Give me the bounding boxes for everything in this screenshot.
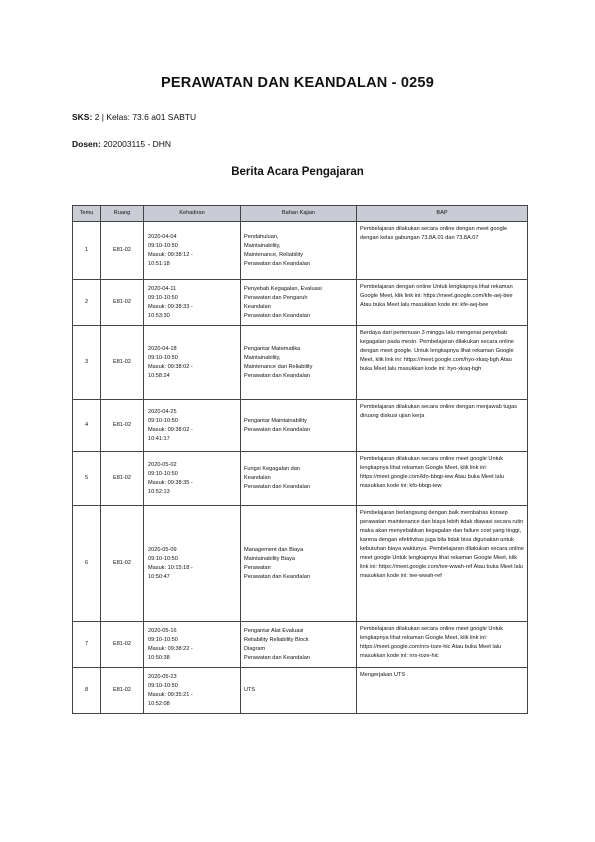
temu-cell: 2	[73, 280, 101, 326]
kehadiran-line: 2020-05-16	[148, 627, 177, 634]
table-row	[73, 668, 528, 714]
table-row	[73, 326, 528, 400]
kehadiran-line: Masuk: 09:38:33 -	[148, 303, 193, 310]
ruang-cell: E81-02	[101, 622, 144, 668]
bahan-kajian-line: Pendahuluan,	[244, 233, 279, 240]
kehadiran-line: Masuk: 09:38:02 -	[148, 426, 193, 433]
kehadiran-cell	[144, 222, 241, 280]
bahan-kajian-line: Maintenance dan Reliability	[244, 363, 313, 370]
bahan-kajian-cell	[241, 326, 357, 400]
bahan-kajian-cell	[241, 452, 357, 506]
bahan-kajian-line: Perawatan dan Keandalan	[244, 654, 310, 661]
sks-line	[72, 112, 196, 122]
bahan-kajian-line: Perawatan dan Keandalan	[244, 312, 310, 319]
kehadiran-line: Masuk: 10:15:18 -	[148, 564, 193, 571]
ruang-cell: E81-02	[101, 280, 144, 326]
kehadiran-line: Masuk: 09:38:22 -	[148, 645, 193, 652]
header-kehadiran: Kehadiran	[144, 206, 241, 222]
bap-cell: Pembelajaran dilakukan secara online meet google Untuk lengkapnya lihat rekaman Google Meet, klik link ini: https://meet.google.com/kfo-bbqp-iew Atau buka Meet lalu masukkan kode ini: kfo-bbqp-iew	[357, 452, 528, 506]
bap-cell: Pembelajaran dilakukan secara online meet google Untuk lengkapnya lihat rekaman Google Meet, klik link ini: https://meet.google.com/nrs-toze-hic Atau buka Meet lalu masukkan kode ini: nrs-toze-hic	[357, 622, 528, 668]
kehadiran-cell	[144, 400, 241, 452]
bahan-kajian-cell	[241, 506, 357, 622]
sks-value: 2 | Kelas: 73.6 a01 SABTU	[94, 112, 197, 122]
temu-cell: 5	[73, 452, 101, 506]
kehadiran-line: 10:58:24	[148, 372, 170, 379]
bahan-kajian-cell	[241, 668, 357, 714]
header-temu: Temu	[73, 206, 101, 222]
table-row	[73, 622, 528, 668]
dosen-value: 202003115 - DHN	[103, 139, 172, 149]
bahan-kajian-line: Perawatan dan Keandalan	[244, 573, 310, 580]
header-bap: BAP	[357, 206, 528, 222]
kehadiran-line: Masuk: 09:38:35 -	[148, 479, 193, 486]
bahan-kajian-line: Perawatan dan Keandalan	[244, 484, 310, 490]
bap-cell: Berdaya dari pertemuan 3 minggu lalu mengenai penyebab kegagalan pada mesin. Pembelajaran dilakukan secara online dengan meet google. Untuk lengkapnya lihat rekaman Google Meet, klik link ini: https://meet.google.com/hyo-xkaq-bgh Atau buka Meet lalu masukkan kode ini: hyo-xkaq-bgh	[357, 326, 528, 400]
kehadiran-line: 10:52:08	[148, 700, 170, 707]
bap-cell: Pembelajaran dengan online Untuk lengkapnya lihat rekaman Google Meet, klik link ini: https://meet.google.com/kfe-aej-bee Atau buka Meet lalu masukkan kode ini: kfe-aej-bee	[357, 280, 528, 326]
temu-cell: 4	[73, 400, 101, 452]
bahan-kajian-line: Keandalan	[244, 475, 271, 481]
bahan-kajian-line: Pengantar Matematika	[244, 345, 301, 352]
bap-cell: Pembelajaran dilakukan secara online dengan meet google dengan kelas gabungan 73.8A.01 dan 73.8A.07	[357, 222, 528, 280]
ruang-cell: E81-02	[101, 452, 144, 506]
kehadiran-line: 2020-04-11	[148, 285, 177, 292]
kehadiran-line: 10:50:47	[148, 573, 170, 580]
kehadiran-line: 10:51:18	[148, 260, 170, 267]
bap-cell: Mengerjakan UTS	[357, 668, 528, 714]
table-header-row	[73, 206, 528, 222]
kehadiran-line: Masuk: 09:35:21 -	[148, 691, 193, 698]
temu-cell: 7	[73, 622, 101, 668]
bahan-kajian-line: Management dan Biaya	[244, 546, 304, 553]
ruang-cell: E81-02	[101, 668, 144, 714]
kehadiran-line: 10:41:17	[148, 435, 170, 442]
kehadiran-cell	[144, 452, 241, 506]
kehadiran-line: 10:53:30	[148, 312, 170, 319]
bahan-kajian-line: Maintenance, Reliability	[244, 251, 304, 258]
bahan-kajian-line: Perawatan dan Keandalan	[244, 372, 310, 379]
kehadiran-cell	[144, 622, 241, 668]
bahan-kajian-cell	[241, 280, 357, 326]
temu-cell: 8	[73, 668, 101, 714]
kehadiran-line: 09:10-10:50	[148, 417, 178, 424]
kehadiran-cell	[144, 668, 241, 714]
kehadiran-line: 09:10-10:50	[148, 470, 178, 477]
kehadiran-line: 09:10-10:50	[148, 354, 178, 361]
ruang-cell: E81-02	[101, 222, 144, 280]
kehadiran-line: 09:10-10:50	[148, 555, 178, 562]
bahan-kajian-line: Perawatan dan Keandalan	[244, 260, 310, 267]
kehadiran-cell	[144, 506, 241, 622]
bahan-kajian-cell	[241, 400, 357, 452]
kehadiran-line: Masuk: 09:38:12 -	[148, 251, 193, 258]
bahan-kajian-line: Penyebab Kegagalan, Evaluasi	[244, 285, 322, 292]
kehadiran-line: Masuk: 09:38:02 -	[148, 363, 193, 370]
bahan-kajian-cell	[241, 222, 357, 280]
temu-cell: 6	[73, 506, 101, 622]
kehadiran-line: 10:52:13	[148, 488, 170, 495]
header-bahan-kajian: Bahan Kajian	[241, 206, 357, 222]
bahan-kajian-line: Maintainability Biaya	[244, 555, 295, 562]
bahan-kajian-cell	[241, 622, 357, 668]
header-ruang: Ruang	[101, 206, 144, 222]
kehadiran-cell	[144, 280, 241, 326]
bahan-kajian-line: Perawatan dan Pengaruh	[244, 294, 308, 301]
bahan-kajian-line: Fungsi Kegagalan dan	[244, 466, 300, 472]
kehadiran-line: 2020-05-09	[148, 546, 177, 553]
table-row	[73, 452, 528, 506]
bahan-kajian-line: Perawatan dan Keandalan	[244, 426, 310, 433]
bahan-kajian-line: UTS	[244, 687, 256, 693]
dosen-label: Dosen:	[72, 139, 101, 149]
bap-cell: Pembelajaran berlangsung dengan baik membahas konsep perawatan maintenance dan biaya lebih tidak diawasi secara rutin maka akan menyebabkan kegagalan dan failure cost yang tinggi, karena dengan efektivitas juga bila tidak bisa digunakan untuk kebutuhan biaya waktunya. Pembelajaran dilakukan secara online meet google Untuk lengkapnya lihat rekaman Google Meet, klik link ini: https://meet.google.com/tee-wwah-ref Atau buka Meet lalu masukkan kode ini: tee-wwah-ref	[357, 506, 528, 622]
table-row	[73, 400, 528, 452]
temu-cell: 1	[73, 222, 101, 280]
kehadiran-line: 09:10-10:50	[148, 242, 178, 249]
bahan-kajian-line: Perawatan	[244, 564, 271, 571]
ruang-cell: E81-02	[101, 326, 144, 400]
dosen-line	[72, 139, 171, 149]
bahan-kajian-line: Maintainability,	[244, 354, 281, 361]
kehadiran-line: 2020-05-02	[148, 461, 177, 468]
ruang-cell: E81-02	[101, 400, 144, 452]
kehadiran-line: 10:50:38	[148, 654, 170, 661]
table-row	[73, 280, 528, 326]
ruang-cell: E81-02	[101, 506, 144, 622]
table-row	[73, 506, 528, 622]
kehadiran-line: 2020-05-23	[148, 673, 177, 680]
kehadiran-line: 09:10-10:50	[148, 636, 178, 643]
document-title: PERAWATAN DAN KEANDALAN - 0259	[161, 75, 434, 91]
kehadiran-line: 2020-04-18	[148, 345, 177, 352]
section-subtitle: Berita Acara Pengajaran	[231, 166, 364, 178]
kehadiran-line: 09:10-10:50	[148, 682, 178, 689]
bahan-kajian-line: Reliability Reliability Block	[244, 636, 309, 643]
bahan-kajian-line: Pengantar Maintainability	[244, 417, 307, 424]
bahan-kajian-line: Pengantar Alat Evaluasi	[244, 627, 304, 634]
kehadiran-line: 09:10-10:50	[148, 294, 178, 301]
bahan-kajian-line: Diagram	[244, 645, 266, 652]
kehadiran-line: 2020-04-25	[148, 408, 177, 415]
bap-cell: Pembelajaran dilakukan secara online dengan menjawab tugas diruang diskusi ujian kerja	[357, 400, 528, 452]
bahan-kajian-line: Maintainability,	[244, 242, 281, 249]
temu-cell: 3	[73, 326, 101, 400]
sks-label: SKS:	[72, 112, 93, 122]
table-row	[73, 222, 528, 280]
attendance-table	[72, 205, 528, 714]
kehadiran-line: 2020-04-04	[148, 233, 177, 240]
kehadiran-cell	[144, 326, 241, 400]
bahan-kajian-line: Keandalan	[244, 303, 271, 310]
